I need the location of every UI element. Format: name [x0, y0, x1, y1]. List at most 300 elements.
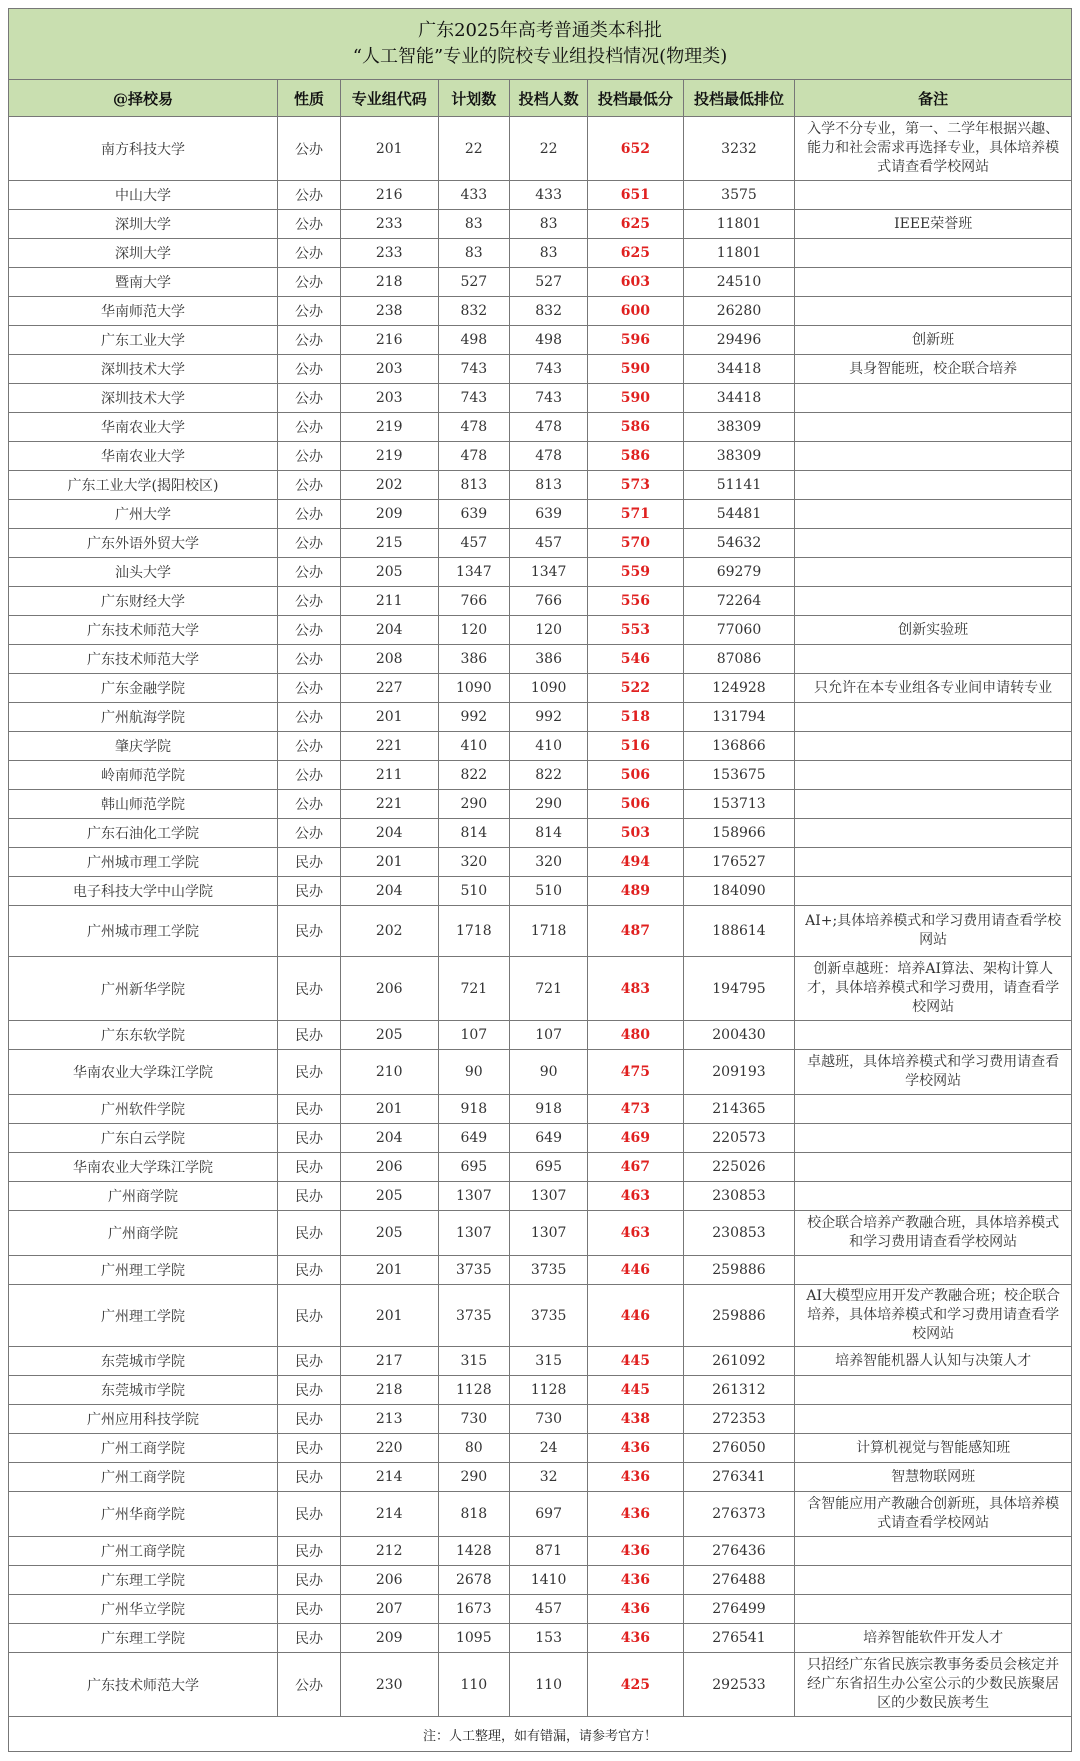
school-cell: 广州华商学院 [9, 1492, 278, 1537]
min-rank-cell: 200430 [683, 1021, 795, 1050]
code-cell: 217 [340, 1347, 438, 1376]
plan-cell: 1428 [438, 1537, 510, 1566]
plan-cell: 832 [438, 297, 510, 326]
min-score-cell: 487 [588, 906, 683, 957]
code-cell: 207 [340, 1595, 438, 1624]
min-rank-cell: 214365 [683, 1095, 795, 1124]
code-cell: 216 [340, 181, 438, 210]
col-header-school: @择校易 [9, 80, 278, 117]
admitted-cell: 433 [510, 181, 588, 210]
note-cell [795, 587, 1072, 616]
code-cell: 211 [340, 761, 438, 790]
admitted-cell: 32 [510, 1463, 588, 1492]
table-row [9, 1376, 1072, 1405]
min-score-cell: 489 [588, 877, 683, 906]
school-cell: 华南农业大学珠江学院 [9, 1153, 278, 1182]
plan-cell: 639 [438, 500, 510, 529]
table-row [9, 1124, 1072, 1153]
min-score-cell: 546 [588, 645, 683, 674]
min-rank-cell: 38309 [683, 442, 795, 471]
admitted-cell: 498 [510, 326, 588, 355]
admitted-cell: 24 [510, 1434, 588, 1463]
type-cell: 公办 [278, 384, 341, 413]
table-row [9, 732, 1072, 761]
plan-cell: 386 [438, 645, 510, 674]
note-cell [795, 442, 1072, 471]
col-header-admitted: 投档人数 [510, 80, 588, 117]
min-score-cell: 475 [588, 1050, 683, 1095]
note-cell [795, 558, 1072, 587]
min-score-cell: 586 [588, 413, 683, 442]
note-cell: 具身智能班，校企联合培养 [795, 355, 1072, 384]
school-cell: 广州商学院 [9, 1182, 278, 1211]
table-row [9, 906, 1072, 957]
admitted-cell: 83 [510, 239, 588, 268]
code-cell: 218 [340, 268, 438, 297]
admitted-cell: 457 [510, 529, 588, 558]
school-cell: 华南师范大学 [9, 297, 278, 326]
note-cell [795, 239, 1072, 268]
plan-cell: 3735 [438, 1256, 510, 1285]
min-score-cell: 651 [588, 181, 683, 210]
min-score-cell: 652 [588, 117, 683, 181]
admitted-cell: 1090 [510, 674, 588, 703]
note-cell [795, 297, 1072, 326]
min-score-cell: 480 [588, 1021, 683, 1050]
col-header-min-score: 投档最低分 [588, 80, 683, 117]
admitted-cell: 3735 [510, 1256, 588, 1285]
admitted-cell: 22 [510, 117, 588, 181]
note-cell [795, 848, 1072, 877]
type-cell: 公办 [278, 117, 341, 181]
admitted-cell: 1128 [510, 1376, 588, 1405]
plan-cell: 1307 [438, 1211, 510, 1256]
type-cell: 公办 [278, 500, 341, 529]
school-cell: 华南农业大学珠江学院 [9, 1050, 278, 1095]
col-header-code: 专业组代码 [340, 80, 438, 117]
type-cell: 民办 [278, 1021, 341, 1050]
table-row [9, 848, 1072, 877]
min-score-cell: 467 [588, 1153, 683, 1182]
type-cell: 民办 [278, 1376, 341, 1405]
table-row [9, 703, 1072, 732]
school-cell: 广东财经大学 [9, 587, 278, 616]
note-cell [795, 529, 1072, 558]
school-cell: 广州工商学院 [9, 1537, 278, 1566]
min-rank-cell: 69279 [683, 558, 795, 587]
note-cell: 含智能应用产教融合创新班，具体培养模式请查看学校网站 [795, 1492, 1072, 1537]
type-cell: 公办 [278, 442, 341, 471]
plan-cell: 1095 [438, 1624, 510, 1653]
min-rank-cell: 51141 [683, 471, 795, 500]
school-cell: 广东工业大学(揭阳校区) [9, 471, 278, 500]
code-cell: 204 [340, 1124, 438, 1153]
note-cell [795, 732, 1072, 761]
table-row [9, 957, 1072, 1021]
plan-cell: 743 [438, 355, 510, 384]
type-cell: 民办 [278, 1211, 341, 1256]
min-rank-cell: 72264 [683, 587, 795, 616]
code-cell: 233 [340, 210, 438, 239]
note-cell [795, 1256, 1072, 1285]
plan-cell: 478 [438, 413, 510, 442]
type-cell: 民办 [278, 848, 341, 877]
table-row [9, 1653, 1072, 1717]
school-cell: 汕头大学 [9, 558, 278, 587]
type-cell: 民办 [278, 1095, 341, 1124]
table-row [9, 500, 1072, 529]
plan-cell: 818 [438, 1492, 510, 1537]
code-cell: 209 [340, 500, 438, 529]
admitted-cell: 107 [510, 1021, 588, 1050]
min-rank-cell: 38309 [683, 413, 795, 442]
table-row [9, 117, 1072, 181]
plan-cell: 457 [438, 529, 510, 558]
min-rank-cell: 259886 [683, 1256, 795, 1285]
school-cell: 广东技术师范大学 [9, 616, 278, 645]
plan-cell: 1718 [438, 906, 510, 957]
plan-cell: 120 [438, 616, 510, 645]
type-cell: 公办 [278, 819, 341, 848]
plan-cell: 814 [438, 819, 510, 848]
admitted-cell: 871 [510, 1537, 588, 1566]
code-cell: 218 [340, 1376, 438, 1405]
code-cell: 205 [340, 1182, 438, 1211]
admitted-cell: 649 [510, 1124, 588, 1153]
plan-cell: 1090 [438, 674, 510, 703]
code-cell: 203 [340, 384, 438, 413]
note-cell [795, 645, 1072, 674]
min-rank-cell: 158966 [683, 819, 795, 848]
plan-cell: 80 [438, 1434, 510, 1463]
code-cell: 205 [340, 1021, 438, 1050]
col-header-note: 备注 [795, 80, 1072, 117]
school-cell: 广州航海学院 [9, 703, 278, 732]
type-cell: 民办 [278, 1405, 341, 1434]
min-rank-cell: 34418 [683, 355, 795, 384]
note-cell [795, 1405, 1072, 1434]
min-score-cell: 570 [588, 529, 683, 558]
admitted-cell: 721 [510, 957, 588, 1021]
col-header-type: 性质 [278, 80, 341, 117]
min-rank-cell: 261092 [683, 1347, 795, 1376]
plan-cell: 410 [438, 732, 510, 761]
code-cell: 210 [340, 1050, 438, 1095]
note-cell [795, 790, 1072, 819]
note-cell: 培养智能软件开发人才 [795, 1624, 1072, 1653]
type-cell: 民办 [278, 1153, 341, 1182]
admitted-cell: 822 [510, 761, 588, 790]
plan-cell: 695 [438, 1153, 510, 1182]
min-rank-cell: 153713 [683, 790, 795, 819]
school-cell: 深圳技术大学 [9, 355, 278, 384]
school-cell: 广东石油化工学院 [9, 819, 278, 848]
code-cell: 233 [340, 239, 438, 268]
type-cell: 民办 [278, 1050, 341, 1095]
code-cell: 201 [340, 1256, 438, 1285]
note-cell [795, 500, 1072, 529]
school-cell: 南方科技大学 [9, 117, 278, 181]
note-cell: 培养智能机器人认知与决策人才 [795, 1347, 1072, 1376]
school-cell: 广东金融学院 [9, 674, 278, 703]
type-cell: 公办 [278, 587, 341, 616]
note-cell: 创新班 [795, 326, 1072, 355]
plan-cell: 83 [438, 210, 510, 239]
min-score-cell: 436 [588, 1537, 683, 1566]
admitted-cell: 386 [510, 645, 588, 674]
school-cell: 暨南大学 [9, 268, 278, 297]
min-score-cell: 625 [588, 239, 683, 268]
note-cell [795, 819, 1072, 848]
type-cell: 公办 [278, 645, 341, 674]
school-cell: 深圳技术大学 [9, 384, 278, 413]
min-rank-cell: 292533 [683, 1653, 795, 1717]
code-cell: 219 [340, 442, 438, 471]
admitted-cell: 1307 [510, 1182, 588, 1211]
min-rank-cell: 124928 [683, 674, 795, 703]
min-rank-cell: 276499 [683, 1595, 795, 1624]
school-cell: 广州商学院 [9, 1211, 278, 1256]
table-row [9, 1405, 1072, 1434]
type-cell: 民办 [278, 1537, 341, 1566]
code-cell: 204 [340, 819, 438, 848]
plan-cell: 22 [438, 117, 510, 181]
table-row [9, 819, 1072, 848]
school-cell: 广州城市理工学院 [9, 848, 278, 877]
plan-cell: 1307 [438, 1182, 510, 1211]
type-cell: 民办 [278, 1434, 341, 1463]
school-cell: 广州工商学院 [9, 1463, 278, 1492]
type-cell: 民办 [278, 906, 341, 957]
min-score-cell: 473 [588, 1095, 683, 1124]
col-header-min-rank: 投档最低排位 [683, 80, 795, 117]
code-cell: 209 [340, 1624, 438, 1653]
school-cell: 广东工业大学 [9, 326, 278, 355]
min-rank-cell: 131794 [683, 703, 795, 732]
plan-cell: 1347 [438, 558, 510, 587]
school-cell: 广州城市理工学院 [9, 906, 278, 957]
min-score-cell: 506 [588, 761, 683, 790]
school-cell: 电子科技大学中山学院 [9, 877, 278, 906]
type-cell: 民办 [278, 1124, 341, 1153]
plan-cell: 766 [438, 587, 510, 616]
min-score-cell: 603 [588, 268, 683, 297]
min-score-cell: 436 [588, 1492, 683, 1537]
admitted-cell: 639 [510, 500, 588, 529]
table-row [9, 442, 1072, 471]
note-cell: 智慧物联网班 [795, 1463, 1072, 1492]
footer-note: 注：人工整理，如有错漏，请参考官方！ [8, 1717, 1072, 1752]
note-cell: 计算机视觉与智能感知班 [795, 1434, 1072, 1463]
admitted-cell: 290 [510, 790, 588, 819]
type-cell: 民办 [278, 877, 341, 906]
note-cell [795, 703, 1072, 732]
admitted-cell: 90 [510, 1050, 588, 1095]
min-score-cell: 445 [588, 1347, 683, 1376]
table-row [9, 355, 1072, 384]
header-row [9, 80, 1072, 117]
type-cell: 民办 [278, 957, 341, 1021]
plan-cell: 290 [438, 1463, 510, 1492]
admitted-cell: 814 [510, 819, 588, 848]
min-rank-cell: 34418 [683, 384, 795, 413]
admitted-cell: 153 [510, 1624, 588, 1653]
note-cell: AI+;具体培养模式和学习费用请查看学校网站 [795, 906, 1072, 957]
min-rank-cell: 230853 [683, 1211, 795, 1256]
plan-cell: 918 [438, 1095, 510, 1124]
admission-table [8, 79, 1072, 1717]
min-score-cell: 446 [588, 1256, 683, 1285]
table-row [9, 1182, 1072, 1211]
code-cell: 201 [340, 848, 438, 877]
table-title [8, 8, 1072, 79]
code-cell: 214 [340, 1492, 438, 1537]
admitted-cell: 1718 [510, 906, 588, 957]
table-row [9, 1492, 1072, 1537]
type-cell: 公办 [278, 471, 341, 500]
min-rank-cell: 261312 [683, 1376, 795, 1405]
plan-cell: 498 [438, 326, 510, 355]
type-cell: 公办 [278, 558, 341, 587]
admitted-cell: 1347 [510, 558, 588, 587]
admitted-cell: 1410 [510, 1566, 588, 1595]
min-score-cell: 600 [588, 297, 683, 326]
min-score-cell: 469 [588, 1124, 683, 1153]
type-cell: 民办 [278, 1492, 341, 1537]
code-cell: 216 [340, 326, 438, 355]
plan-cell: 527 [438, 268, 510, 297]
admitted-cell: 992 [510, 703, 588, 732]
code-cell: 201 [340, 1095, 438, 1124]
school-cell: 肇庆学院 [9, 732, 278, 761]
type-cell: 公办 [278, 761, 341, 790]
code-cell: 204 [340, 877, 438, 906]
school-cell: 广东东软学院 [9, 1021, 278, 1050]
school-cell: 广东白云学院 [9, 1124, 278, 1153]
plan-cell: 1128 [438, 1376, 510, 1405]
admitted-cell: 478 [510, 442, 588, 471]
code-cell: 213 [340, 1405, 438, 1434]
table-row [9, 210, 1072, 239]
admitted-cell: 110 [510, 1653, 588, 1717]
min-score-cell: 553 [588, 616, 683, 645]
plan-cell: 649 [438, 1124, 510, 1153]
school-cell: 广东理工学院 [9, 1566, 278, 1595]
plan-cell: 2678 [438, 1566, 510, 1595]
table-row [9, 1463, 1072, 1492]
table-row [9, 268, 1072, 297]
table-row [9, 529, 1072, 558]
table-row [9, 181, 1072, 210]
school-cell: 深圳大学 [9, 239, 278, 268]
admitted-cell: 743 [510, 384, 588, 413]
admitted-cell: 320 [510, 848, 588, 877]
note-cell: AI大模型应用开发产教融合班；校企联合培养，具体培养模式和学习费用请查看学校网站 [795, 1285, 1072, 1347]
plan-cell: 743 [438, 384, 510, 413]
school-cell: 华南农业大学 [9, 442, 278, 471]
code-cell: 206 [340, 957, 438, 1021]
min-rank-cell: 3575 [683, 181, 795, 210]
table-row [9, 1537, 1072, 1566]
plan-cell: 3735 [438, 1285, 510, 1347]
admitted-cell: 743 [510, 355, 588, 384]
code-cell: 205 [340, 558, 438, 587]
min-score-cell: 590 [588, 355, 683, 384]
table-row [9, 558, 1072, 587]
code-cell: 201 [340, 117, 438, 181]
table-row [9, 239, 1072, 268]
min-rank-cell: 276373 [683, 1492, 795, 1537]
note-cell [795, 1153, 1072, 1182]
code-cell: 221 [340, 732, 438, 761]
table-row [9, 326, 1072, 355]
code-cell: 202 [340, 471, 438, 500]
code-cell: 212 [340, 1537, 438, 1566]
note-cell: 卓越班，具体培养模式和学习费用请查看学校网站 [795, 1050, 1072, 1095]
min-rank-cell: 54632 [683, 529, 795, 558]
min-score-cell: 438 [588, 1405, 683, 1434]
code-cell: 214 [340, 1463, 438, 1492]
note-cell [795, 181, 1072, 210]
type-cell: 公办 [278, 297, 341, 326]
min-score-cell: 436 [588, 1595, 683, 1624]
table-row [9, 1434, 1072, 1463]
min-rank-cell: 194795 [683, 957, 795, 1021]
min-score-cell: 522 [588, 674, 683, 703]
plan-cell: 107 [438, 1021, 510, 1050]
type-cell: 公办 [278, 732, 341, 761]
code-cell: 221 [340, 790, 438, 819]
min-rank-cell: 188614 [683, 906, 795, 957]
plan-cell: 320 [438, 848, 510, 877]
table-row [9, 1595, 1072, 1624]
note-cell: IEEE荣誉班 [795, 210, 1072, 239]
min-score-cell: 436 [588, 1566, 683, 1595]
note-cell: 校企联合培养产教融合班，具体培养模式和学习费用请查看学校网站 [795, 1211, 1072, 1256]
admitted-cell: 918 [510, 1095, 588, 1124]
admitted-cell: 527 [510, 268, 588, 297]
note-cell: 创新卓越班：培养AI算法、架构计算人才，具体培养模式和学习费用，请查看学校网站 [795, 957, 1072, 1021]
note-cell [795, 1376, 1072, 1405]
admitted-cell: 315 [510, 1347, 588, 1376]
school-cell: 广东理工学院 [9, 1624, 278, 1653]
table-row [9, 297, 1072, 326]
note-cell: 创新实验班 [795, 616, 1072, 645]
table-row [9, 674, 1072, 703]
type-cell: 公办 [278, 1653, 341, 1717]
type-cell: 公办 [278, 616, 341, 645]
min-score-cell: 436 [588, 1434, 683, 1463]
code-cell: 202 [340, 906, 438, 957]
min-rank-cell: 11801 [683, 210, 795, 239]
note-cell [795, 413, 1072, 442]
admitted-cell: 83 [510, 210, 588, 239]
type-cell: 民办 [278, 1182, 341, 1211]
table-row [9, 413, 1072, 442]
min-score-cell: 571 [588, 500, 683, 529]
min-score-cell: 446 [588, 1285, 683, 1347]
admitted-cell: 730 [510, 1405, 588, 1434]
table-row [9, 761, 1072, 790]
min-rank-cell: 276341 [683, 1463, 795, 1492]
table-row [9, 877, 1072, 906]
admitted-cell: 697 [510, 1492, 588, 1537]
min-score-cell: 573 [588, 471, 683, 500]
note-cell [795, 471, 1072, 500]
min-rank-cell: 153675 [683, 761, 795, 790]
school-cell: 岭南师范学院 [9, 761, 278, 790]
school-cell: 广东外语外贸大学 [9, 529, 278, 558]
